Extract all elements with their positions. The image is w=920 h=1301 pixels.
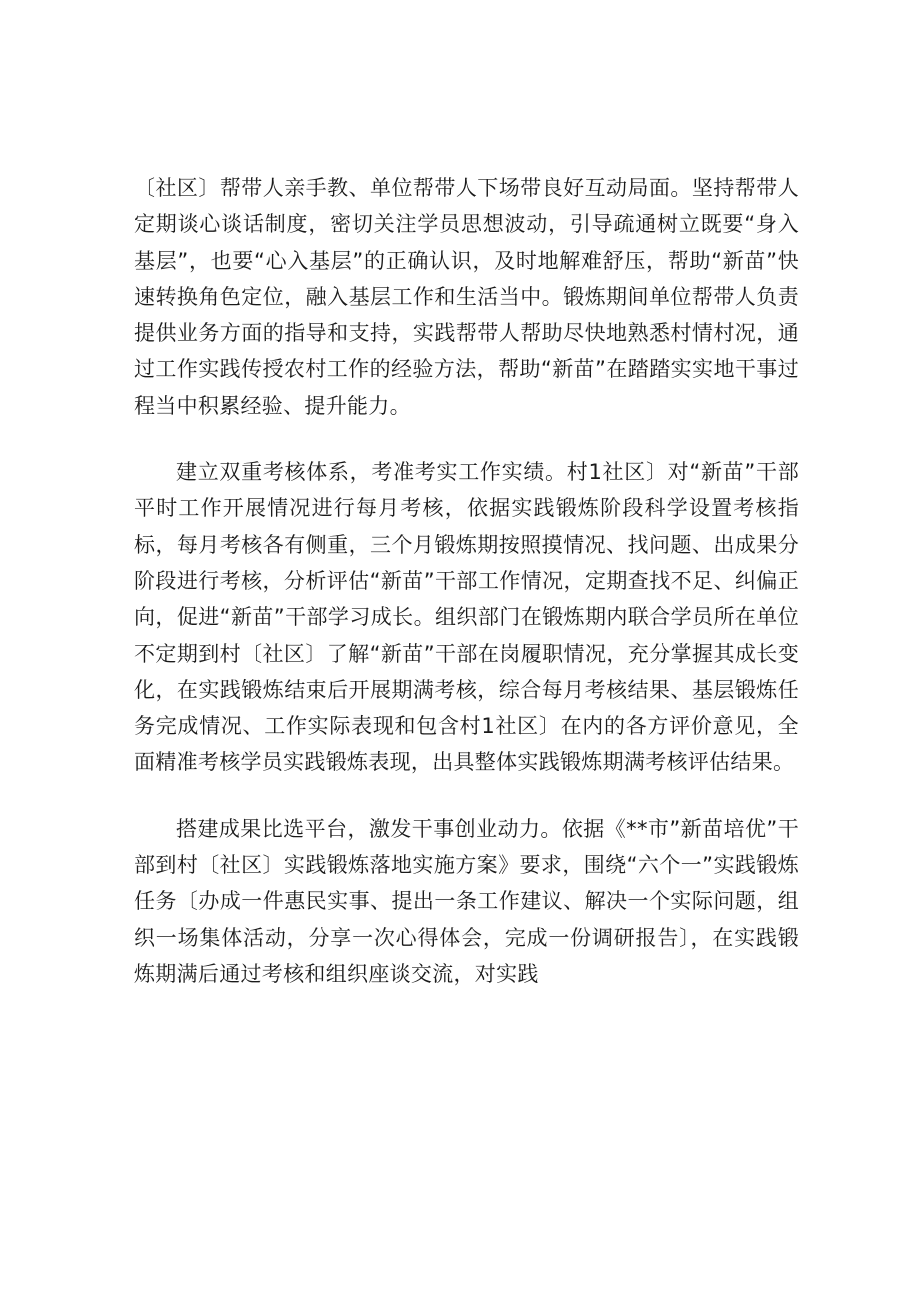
body-text — [134, 170, 799, 992]
paragraph-mentoring: 〔社区〕帮带人亲手教、单位帮带人下场带良好互动局面。坚持帮带人定期谈心谈话制度，密切关注学员思想波动，引导疏通树立既要“身入基层”，也要“心入基层”的正确认识，及时地解难舒压，帮助“新苗”快速转换角色定位，融入基层工作和生活当中。锻炼期间单位帮带人负责提供业务方面的指导和支持，实践帮带人帮助尽快地熟悉村情村况，通过工作实践传授农村工作的经验方法，帮助“新苗”在踏踏实实地干事过程当中积累经验、提升能力。 — [134, 176, 799, 418]
paragraph-assessment: 建立双重考核体系，考准考实工作实绩。村1社区〕对“新苗”干部平时工作开展情况进行每月考核，依据实践锻炼阶段科学设置考核指标，每月考核各有侧重，三个月锻炼期按照摸情况、找问题、出成果分阶段进行考核，分析评估“新苗”干部工作情况，定期查找不足、纠偏正向，促进“新苗”干部学习成长。组织部门在锻炼期内联合学员所在单位不定期到村〔社区〕了解“新苗”干部在岗履职情况，充分掌握其成长变化，在实践锻炼结束后开展期满考核，综合每月考核结果、基层锻炼任务完成情况、工作实际表现和包含村1社区〕在内的各方评价意见，全面精准考核学员实践锻炼表现，出具整体实践锻炼期满考核评估结果。 — [134, 460, 799, 775]
paragraph-results-platform: 搭建成果比选平台，激发干事创业动力。依据《**市”新苗培优”干部到村〔社区〕实践锻炼落地实施方案》要求，围绕“六个一”实践锻炼任务〔办成一件惠民实事、提出一条工作建议、解决一个实际问题，组织一场集体活动，分享一次心得体会，完成一份调研报告〕，在实践锻炼期满后通过考核和组织座谈交流，对实践 — [134, 816, 799, 986]
